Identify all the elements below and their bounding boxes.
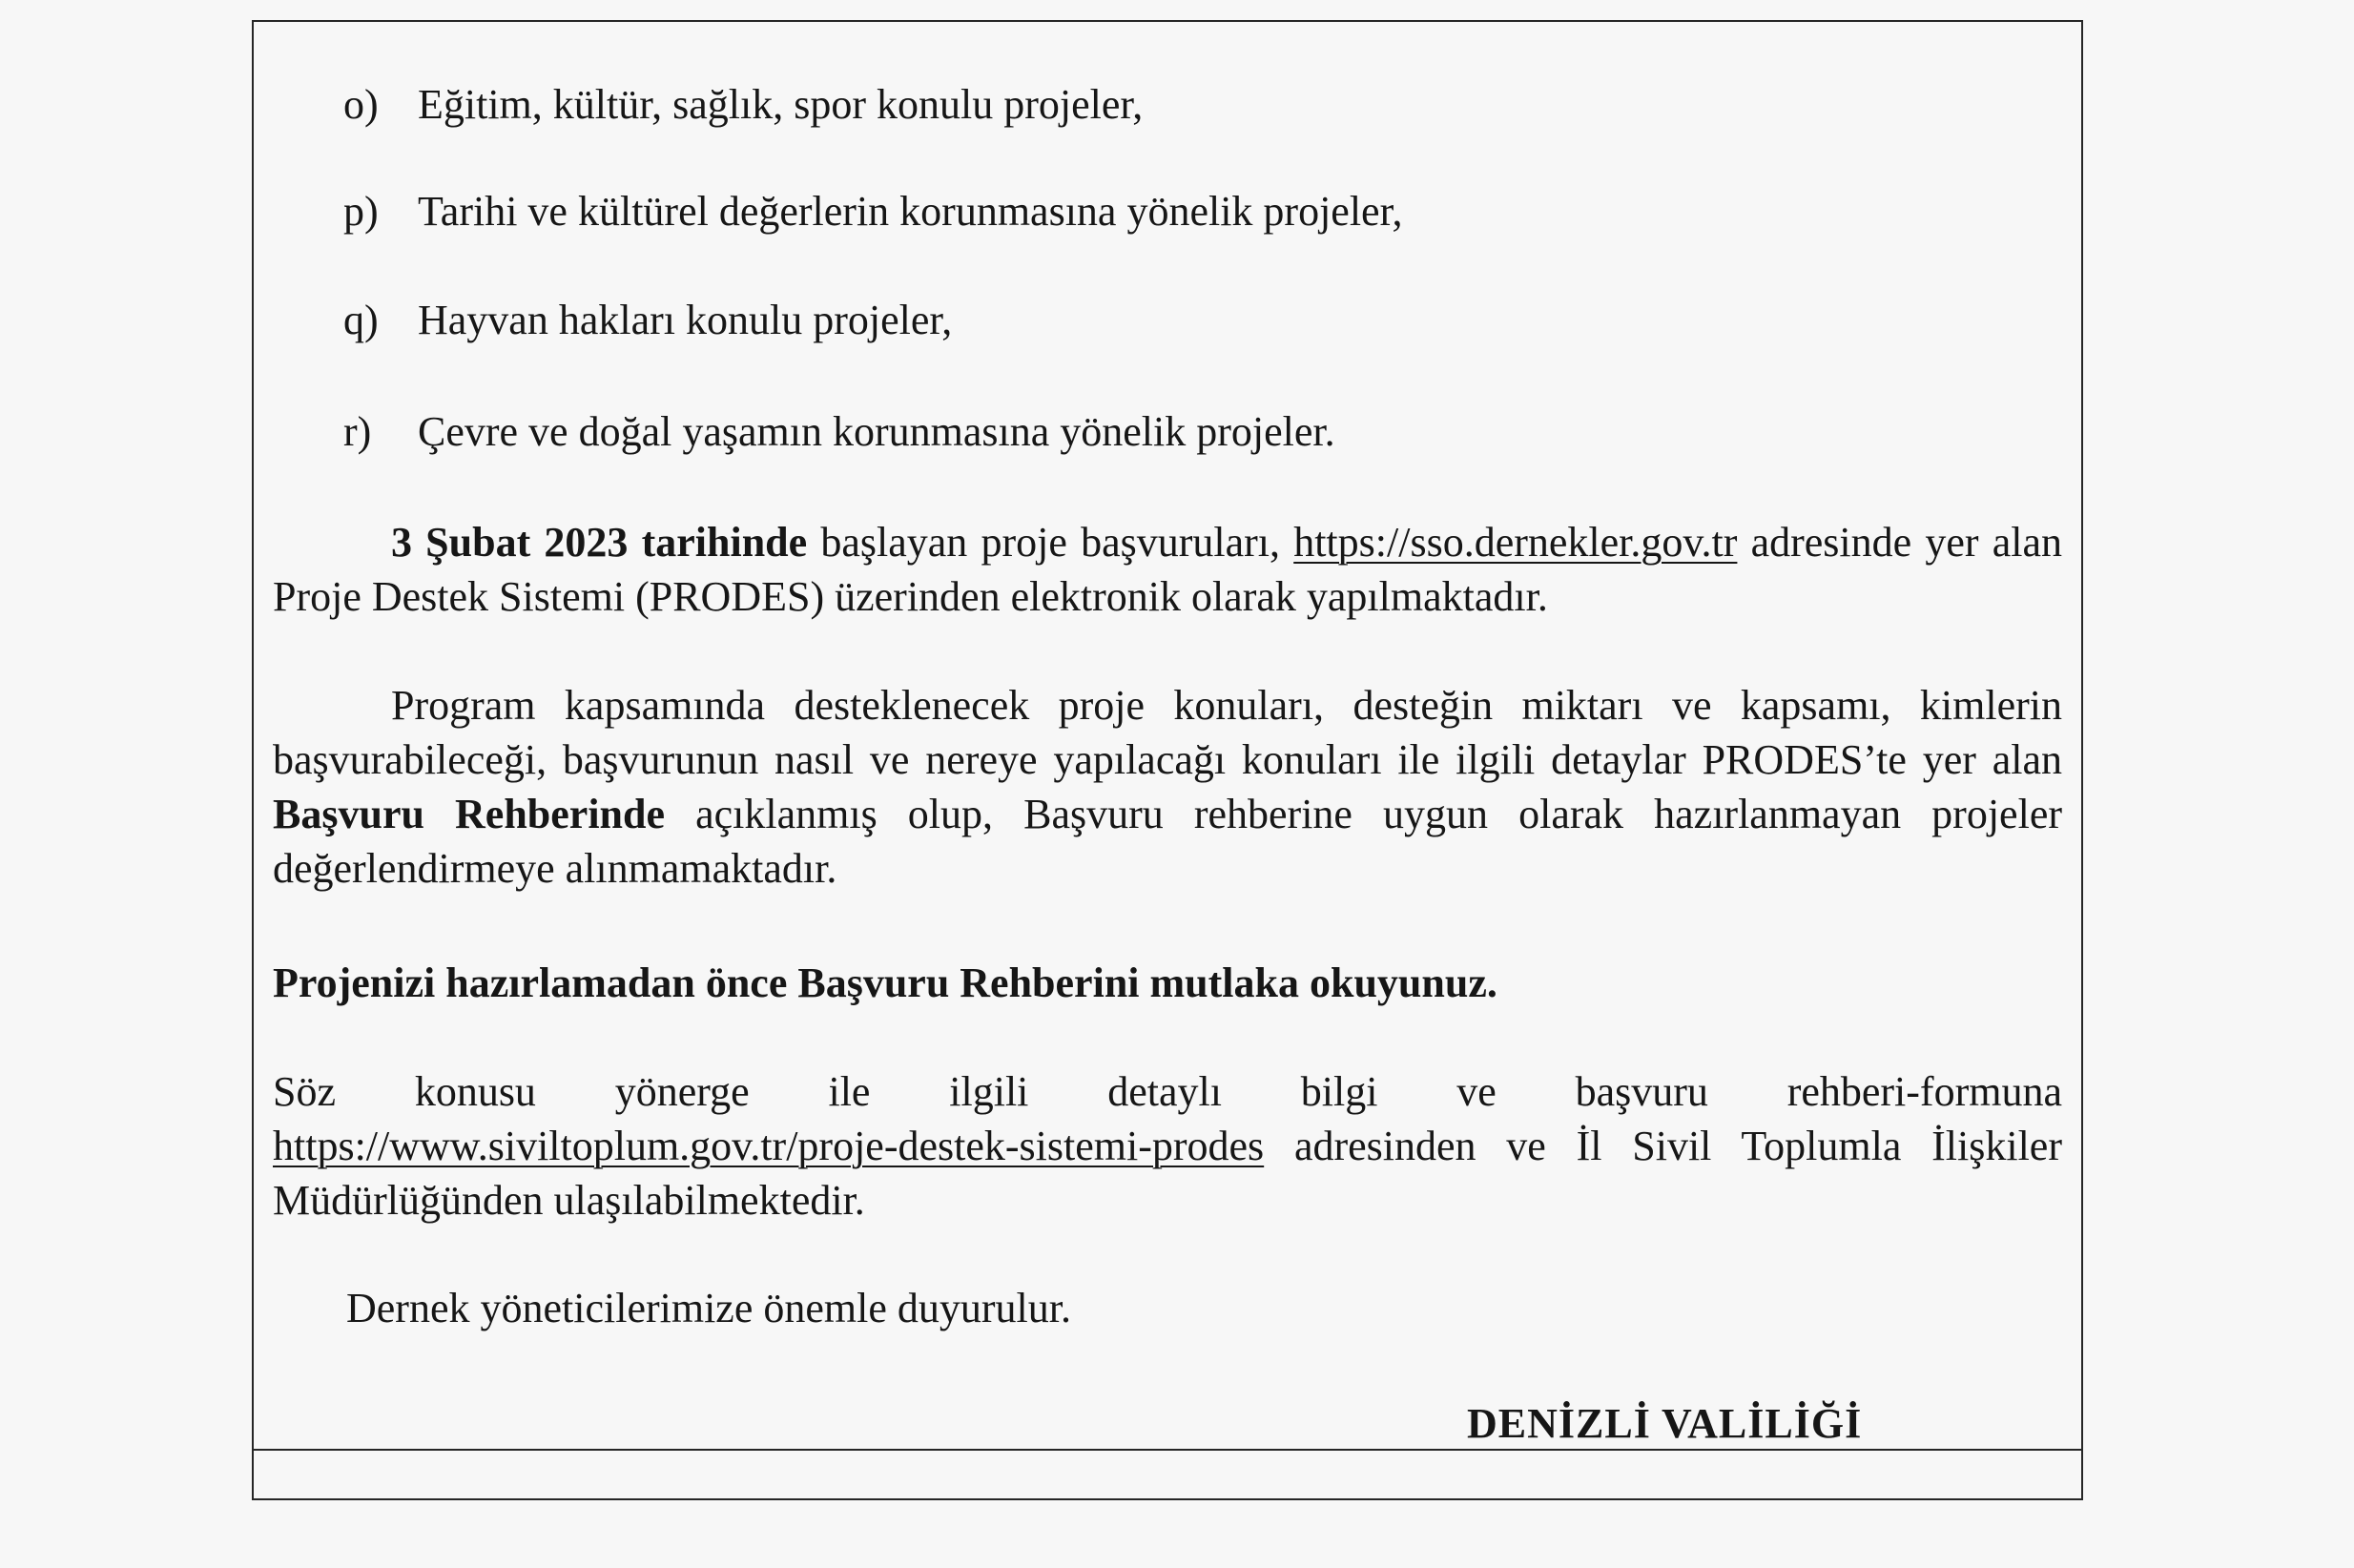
- siviltoplum-link[interactable]: https://www.siviltoplum.gov.tr/proje-destek-sistemi-prodes: [273, 1123, 1265, 1169]
- guide-name: Başvuru Rehberinde: [273, 791, 666, 837]
- list-marker: q): [343, 297, 379, 343]
- list-text: Eğitim, kültür, sağlık, spor konulu projeler,: [418, 81, 1144, 128]
- list-item-r: [343, 405, 1335, 459]
- list-text: Tarihi ve kültürel değerlerin korunmasına yönelik projeler,: [418, 188, 1403, 235]
- list-marker: p): [343, 188, 379, 235]
- signature: DENİZLİ VALİLİĞİ: [1467, 1400, 1863, 1447]
- info-paragraph: [273, 1064, 2062, 1228]
- info-text-a: Söz konusu yönerge ile ilgili detaylı bilgi ve başvuru rehberi-formuna: [273, 1068, 2062, 1115]
- sso-link[interactable]: https://sso.dernekler.gov.tr: [1293, 519, 1738, 566]
- closing-line: Dernek yöneticilerimize önemle duyurulur.: [346, 1285, 1071, 1331]
- application-date: 3 Şubat 2023 tarihinde: [391, 519, 808, 566]
- list-item-p: [343, 185, 1402, 238]
- warning-paragraph: [273, 956, 2062, 1010]
- list-text: Hayvan hakları konulu projeler,: [418, 297, 953, 343]
- list-marker: r): [343, 408, 372, 455]
- application-text-b: adresinde yer alan Proje Destek Sistemi (PRODES) üzerinden elektronik olarak yapılmaktadır.: [273, 519, 2063, 620]
- list-text: Çevre ve doğal yaşamın korunmasına yönelik projeler.: [418, 408, 1335, 455]
- application-paragraph: [273, 515, 2062, 624]
- info-text-b: adresinden ve İl Sivil Toplumla İlişkiler Müdürlüğünden ulaşılabilmektedir.: [273, 1123, 2062, 1224]
- list-item-o: [343, 78, 1143, 132]
- program-text-a: Program kapsamında desteklenecek proje konuları, desteğin miktarı ve kapsamı, kimlerin başvurabileceği, başvurunun nasıl ve nereye yapılacağı konuları ile ilgili detaylar PRODES’te yer alan: [273, 682, 2062, 783]
- application-text-a: başlayan proje başvuruları,: [807, 519, 1294, 566]
- list-item-q: [343, 294, 952, 347]
- list-marker: o): [343, 81, 379, 128]
- warning-text: Projenizi hazırlamadan önce Başvuru Rehberini mutlaka okuyunuz.: [273, 959, 1497, 1006]
- program-text-b: açıklanmış olup, Başvuru rehberine uygun olarak hazırlanmayan projeler değerlendirmeye alınmamaktadır.: [273, 791, 2062, 892]
- program-paragraph: [273, 678, 2062, 896]
